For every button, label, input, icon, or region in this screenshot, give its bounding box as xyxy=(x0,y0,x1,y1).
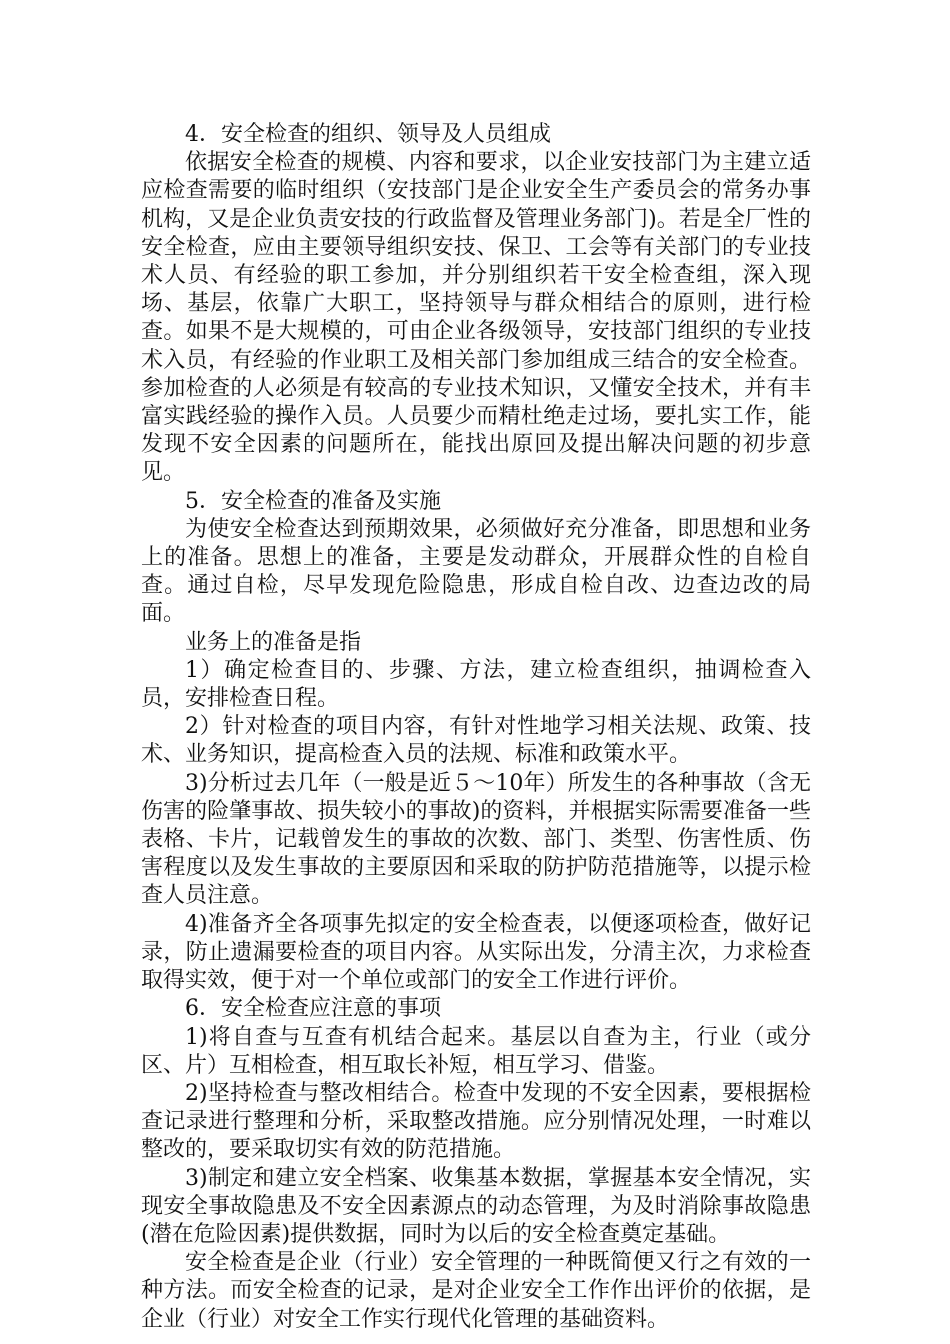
document-body xyxy=(141,121,811,1334)
list-item: 4)准备齐全各项事先拟定的安全检查表，以便逐项检查，做好记录，防止遗漏要检查的项目内容。从实际出发，分清主次，力求检查取得实效，便于对一个单位或部门的安全工作进行评价。 xyxy=(141,911,811,994)
section-heading-6: 6．安全检查应注意的事项 xyxy=(185,996,441,1022)
paragraph: 为使安全检查达到预期效果，必须做好充分准备，即思想和业务上的准备。思想上的准备，主要是发动群众，开展群众性的自检自查。通过自检，尽早发现危险隐患，形成自检自改、边查边改的局面。 xyxy=(141,516,811,627)
list-item: 2)坚持检查与整改相结合。检查中发现的不安全因素，要根据检查记录进行整理和分析，采取整改措施。应分别情况处理，一时难以整改的，要采取切实有效的防范措施。 xyxy=(141,1080,811,1163)
paragraph: 依据安全检查的规模、内容和要求，以企业安技部门为主建立适应检查需要的临时组织（安技部门是企业安全生产委员会的常务办事机构，又是企业负责安技的行政监督及管理业务部门)。若是全厂性的安全检查，应由主要领导组织安技、保卫、工会等有关部门的专业技术人员、有经验的职工参加，并分别组织若干安全检查组，深入现场、基层，依靠广大职工，坚持领导与群众相结合的原则，进行检查。如果不是大规模的，可由企业各级领导，安技部门组织的专业技术入员，有经验的作业职工及相关部门参加组成三结合的安全检查。参加检查的人必须是有较高的专业技术知识，又懂安全技术，并有丰富实践经验的操作入员。人员要少而精杜绝走过场，要扎实工作，能发现不安全因素的问题所在，能找出原回及提出解决问题的初步意见。 xyxy=(141,150,811,486)
list-item: 1）确定检查目的、步骤、方法，建立检查组织，抽调检查入员，安排检查日程。 xyxy=(141,657,811,712)
paragraph: 业务上的准备是指 xyxy=(185,629,362,655)
list-item: 3)制定和建立安全档案、收集基本数据，掌握基本安全情况，实现安全事故隐患及不安全因素源点的动态管理，为及时消除事故隐患(潜在危险因素)提供数据，同时为以后的安全检查奠定基础。 xyxy=(141,1165,811,1247)
section-heading-4: 4．安全检查的组织、领导及人员组成 xyxy=(185,122,551,147)
list-item: 2）针对检查的项目内容，有针对性地学习相关法规、政策、技术、业务知识，提高检查入员的法规、标准和政策水平。 xyxy=(141,714,811,768)
list-item: 3)分析过去几年（一般是近５～10年）所发生的各种事故（含无伤害的险肇事故、损失较小的事故)的资料，并根据实际需要准备一些表格、卡片，记载曾发生的事故的次数、部门、类型、伤害性质、伤害程度以及发生事故的主要原因和采取的防护防范措施等，以提示检查人员注意。 xyxy=(141,770,811,909)
list-item: 1)将自查与互查有机结合起来。基层以自查为主，行业（或分区、片）互相检查，相互取长补短，相互学习、借鉴。 xyxy=(141,1024,811,1078)
section-heading-5: 5．安全检查的准备及实施 xyxy=(185,488,441,514)
paragraph: 安全检查是企业（行业）安全管理的一种既简便又行之有效的一种方法。而安全检查的记录，是对企业安全工作作出评价的依据，是企业（行业）对安全工作实行现代化管理的基础资料。 xyxy=(141,1250,811,1332)
